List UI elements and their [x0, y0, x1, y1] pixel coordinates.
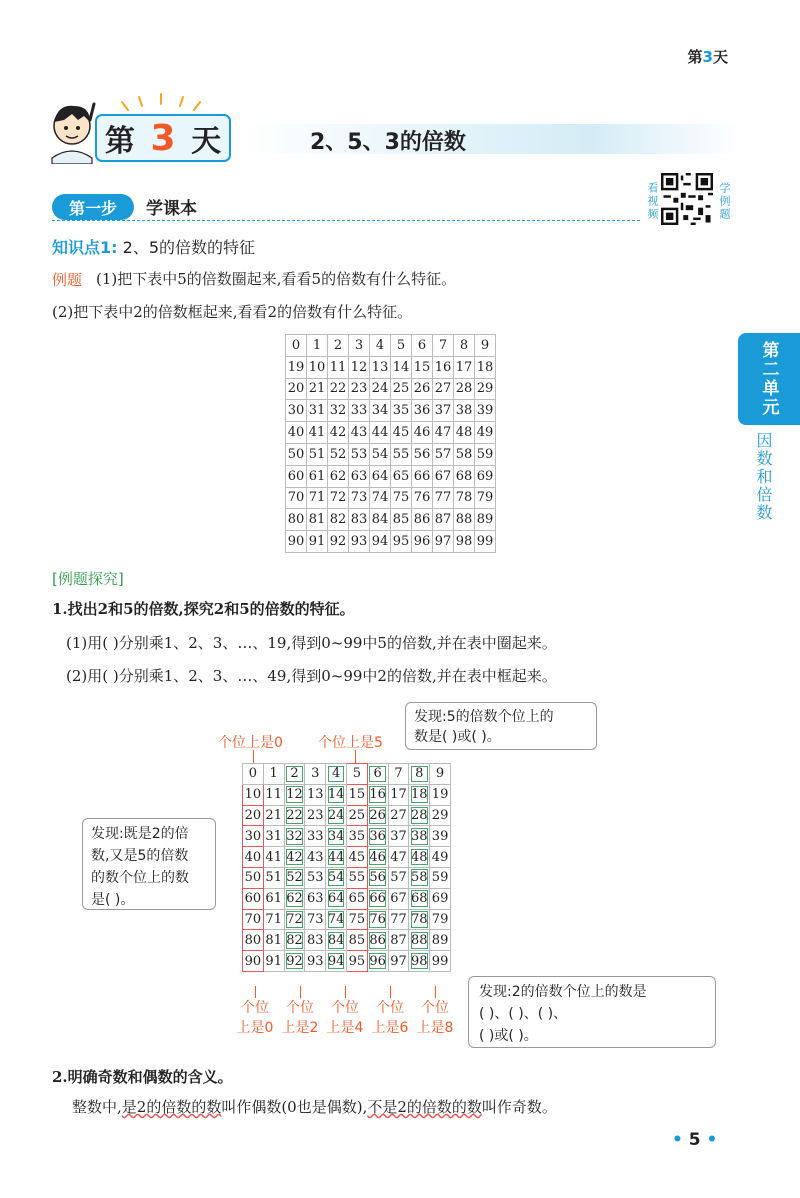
- grid-row: [286, 509, 496, 531]
- grid-cell: 86: [367, 930, 388, 951]
- grid-cell: 69: [430, 888, 451, 909]
- grid-cell: 41: [263, 847, 284, 868]
- ones-digit-label: [322, 986, 368, 1038]
- grid-cell: 27: [388, 805, 409, 826]
- example-tag: 例题: [52, 271, 83, 289]
- grid-cell: 11: [263, 784, 284, 805]
- ones-digit-label: [232, 986, 278, 1038]
- grid-cell: 57: [433, 443, 454, 465]
- grid-cell: 23: [305, 805, 326, 826]
- grid-cell: 90: [243, 951, 264, 972]
- explore-heading: [例题探究]: [52, 570, 124, 588]
- finding-box-multiples-of-5: [405, 702, 597, 750]
- grid-cell: 40: [243, 847, 264, 868]
- grid-cell: 85: [391, 509, 412, 531]
- grid-cell: 67: [388, 888, 409, 909]
- grid-cell: 41: [307, 422, 328, 444]
- grid-cell: 21: [263, 805, 284, 826]
- grid-row: [243, 930, 451, 951]
- sun-rays-icon: [118, 92, 204, 112]
- grid-cell: 79: [430, 909, 451, 930]
- grid-cell: 51: [307, 443, 328, 465]
- grid-cell: 19: [430, 784, 451, 805]
- grid-cell: 64: [370, 465, 391, 487]
- grid-cell: 13: [370, 356, 391, 378]
- arrow-down-icon: [345, 986, 346, 998]
- grid-cell: 29: [430, 805, 451, 826]
- question-2-title: 2.明确奇数和偶数的含义。: [52, 1068, 233, 1086]
- grid-cell: 87: [388, 930, 409, 951]
- arrow-down-icon: [390, 986, 391, 998]
- unit-subject: 因数和倍数: [754, 432, 773, 522]
- grid-cell: 63: [305, 888, 326, 909]
- grid-cell: 56: [367, 867, 388, 888]
- grid-cell: 14: [391, 356, 412, 378]
- grid-cell: 38: [454, 400, 475, 422]
- arrow-down-icon: [435, 986, 436, 998]
- grid-cell: 25: [391, 378, 412, 400]
- grid-cell: 24: [370, 378, 391, 400]
- grid-cell: 28: [409, 805, 430, 826]
- grid-cell: 93: [305, 951, 326, 972]
- question-2-definition: 整数中,是2的倍数的数叫作偶数(0也是偶数),不是2的倍数的数叫作奇数。: [72, 1098, 557, 1116]
- grid-cell: 45: [346, 847, 367, 868]
- grid-row: [286, 400, 496, 422]
- grid-cell: 75: [391, 487, 412, 509]
- grid-cell: 38: [409, 826, 430, 847]
- grid-row: [286, 335, 496, 357]
- grid-cell: 2: [328, 335, 349, 357]
- grid-cell: 6: [412, 335, 433, 357]
- grid-cell: 68: [409, 888, 430, 909]
- grid-cell: 48: [409, 847, 430, 868]
- grid-cell: 5: [346, 764, 367, 785]
- step-pill: 第一步: [52, 194, 134, 220]
- step-label: 学课本: [146, 199, 197, 219]
- grid-cell: 16: [433, 356, 454, 378]
- ones-digit-label: [412, 986, 458, 1038]
- grid-cell: 40: [286, 422, 307, 444]
- grid-cell: 95: [391, 531, 412, 553]
- grid-cell: 31: [263, 826, 284, 847]
- finding-box-multiples-of-2: [468, 976, 716, 1048]
- page-number: • 5 •: [672, 1130, 718, 1150]
- grid-cell: 69: [475, 465, 496, 487]
- question-1-title: 1.找出2和5的倍数,探究2和5的倍数的特征。: [52, 600, 355, 618]
- grid-cell: 4: [370, 335, 391, 357]
- grid-cell: 66: [367, 888, 388, 909]
- label-bottom: 上是4: [326, 1020, 364, 1036]
- grid-cell: 70: [243, 909, 264, 930]
- grid-cell: 76: [412, 487, 433, 509]
- grid-cell: 8: [409, 764, 430, 785]
- finding-line: 发现:2的倍数个位上的数是: [479, 984, 647, 1000]
- grid-cell: 16: [367, 784, 388, 805]
- grid-row: [286, 356, 496, 378]
- label-top: 个位: [376, 1000, 404, 1016]
- grid-cell: 91: [263, 951, 284, 972]
- grid-cell: 74: [326, 909, 347, 930]
- grid-row: [243, 909, 451, 930]
- qr-code-icon[interactable]: [661, 173, 713, 225]
- grid-cell: 33: [305, 826, 326, 847]
- grid-cell: 93: [349, 531, 370, 553]
- grid-cell: 0: [286, 335, 307, 357]
- arrow-down-icon: [300, 986, 301, 998]
- grid-cell: 52: [284, 867, 305, 888]
- grid-cell: 73: [349, 487, 370, 509]
- grid-cell: 92: [284, 951, 305, 972]
- grid-row: [286, 531, 496, 553]
- mascot-boy-icon: [44, 100, 100, 164]
- step-divider: [52, 220, 640, 221]
- grid-cell: 1: [263, 764, 284, 785]
- finding-line: 数,又是5的倍数: [91, 848, 189, 864]
- grid-row: [286, 443, 496, 465]
- grid-cell: 39: [430, 826, 451, 847]
- ones-digit-labels: [232, 986, 462, 1036]
- grid-cell: 77: [388, 909, 409, 930]
- grid-cell: 53: [305, 867, 326, 888]
- grid-cell: 98: [409, 951, 430, 972]
- grid-cell: 32: [284, 826, 305, 847]
- grid-cell: 39: [475, 400, 496, 422]
- grid-cell: 81: [263, 930, 284, 951]
- grid-cell: 30: [286, 400, 307, 422]
- grid-cell: 60: [243, 888, 264, 909]
- lesson-title: 2、5、3的倍数: [310, 130, 466, 155]
- grid-cell: 66: [412, 465, 433, 487]
- grid-cell: 36: [367, 826, 388, 847]
- grid-cell: 26: [412, 378, 433, 400]
- grid-cell: 3: [349, 335, 370, 357]
- grid-cell: 79: [475, 487, 496, 509]
- grid-row: [243, 764, 451, 785]
- grid-cell: 56: [412, 443, 433, 465]
- grid-row: [243, 888, 451, 909]
- grid-row: [286, 487, 496, 509]
- grid-cell: 77: [433, 487, 454, 509]
- grid-cell: 65: [346, 888, 367, 909]
- example-line-2: (2)把下表中2的倍数框起来,看看2的倍数有什么特征。: [52, 303, 413, 321]
- grid-cell: 96: [412, 531, 433, 553]
- grid-cell: 76: [367, 909, 388, 930]
- grid-cell: 64: [326, 888, 347, 909]
- grid-cell: 90: [286, 531, 307, 553]
- grid-cell: 4: [326, 764, 347, 785]
- grid-cell: 9: [475, 335, 496, 357]
- grid-row: [243, 847, 451, 868]
- grid-cell: 43: [305, 847, 326, 868]
- grid-cell: 1: [307, 335, 328, 357]
- grid-cell: 54: [370, 443, 391, 465]
- finding-line: 的数个位上的数: [91, 870, 189, 886]
- label-bottom: 上是6: [371, 1020, 409, 1036]
- grid-cell: 91: [307, 531, 328, 553]
- grid-cell: 99: [475, 531, 496, 553]
- grid-cell: 78: [409, 909, 430, 930]
- grid-cell: 95: [346, 951, 367, 972]
- ones-digit-label: [277, 986, 323, 1038]
- grid-cell: 48: [454, 422, 475, 444]
- grid-row: [243, 826, 451, 847]
- grid-cell: 10: [307, 356, 328, 378]
- grid-cell: 58: [454, 443, 475, 465]
- grid-cell: 75: [346, 909, 367, 930]
- grid-cell: 59: [475, 443, 496, 465]
- grid-cell: 63: [349, 465, 370, 487]
- grid-cell: 0: [243, 764, 264, 785]
- grid-cell: 68: [454, 465, 475, 487]
- grid-cell: 98: [454, 531, 475, 553]
- grid-cell: 89: [430, 930, 451, 951]
- label-top: 个位: [241, 1000, 269, 1016]
- grid-cell: 58: [409, 867, 430, 888]
- grid-cell: 37: [388, 826, 409, 847]
- label-bottom: 上是8: [416, 1020, 454, 1036]
- grid-cell: 62: [328, 465, 349, 487]
- grid-cell: 17: [388, 784, 409, 805]
- grid-cell: 85: [346, 930, 367, 951]
- finding-box-multiples-of-2-and-5: [82, 818, 216, 910]
- grid-cell: 50: [286, 443, 307, 465]
- marked-number-grid: [242, 763, 451, 972]
- grid-cell: 13: [305, 784, 326, 805]
- label-top: 个位: [286, 1000, 314, 1016]
- grid-cell: 32: [328, 400, 349, 422]
- grid-cell: 47: [388, 847, 409, 868]
- grid-cell: 71: [263, 909, 284, 930]
- grid-cell: 49: [475, 422, 496, 444]
- grid-cell: 83: [349, 509, 370, 531]
- qr-caption-right: 学例题: [718, 182, 731, 221]
- grid-row: [286, 465, 496, 487]
- grid-cell: 53: [349, 443, 370, 465]
- grid-cell: 2: [284, 764, 305, 785]
- grid-cell: 60: [286, 465, 307, 487]
- label-top: 个位: [421, 1000, 449, 1016]
- grid-cell: 8: [454, 335, 475, 357]
- grid-cell: 72: [328, 487, 349, 509]
- grid-cell: 49: [430, 847, 451, 868]
- header-day: 第3天: [687, 48, 728, 66]
- grid-cell: 19: [286, 356, 307, 378]
- grid-cell: 27: [433, 378, 454, 400]
- grid-cell: 30: [243, 826, 264, 847]
- grid-cell: 7: [388, 764, 409, 785]
- grid-cell: 83: [305, 930, 326, 951]
- day-badge: 第 3 天: [95, 114, 231, 162]
- grid-cell: 88: [454, 509, 475, 531]
- label-top: 个位: [331, 1000, 359, 1016]
- grid-cell: 29: [475, 378, 496, 400]
- grid-cell: 87: [433, 509, 454, 531]
- grid-cell: 94: [326, 951, 347, 972]
- grid-cell: 82: [284, 930, 305, 951]
- grid-cell: 67: [433, 465, 454, 487]
- grid-cell: 46: [367, 847, 388, 868]
- unit-side-tab[interactable]: 第二单元: [738, 333, 800, 425]
- grid-cell: 55: [346, 867, 367, 888]
- grid-cell: 73: [305, 909, 326, 930]
- question-1-part-a: (1)用( )分别乘1、2、3、…、19,得到0~99中5的倍数,并在表中圈起来。: [66, 634, 557, 652]
- grid-cell: 44: [326, 847, 347, 868]
- grid-cell: 47: [433, 422, 454, 444]
- grid-cell: 25: [346, 805, 367, 826]
- grid-cell: 24: [326, 805, 347, 826]
- grid-cell: 20: [243, 805, 264, 826]
- grid-cell: 70: [286, 487, 307, 509]
- grid-row: [243, 784, 451, 805]
- grid-row: [243, 867, 451, 888]
- grid-cell: 15: [346, 784, 367, 805]
- grid-cell: 11: [328, 356, 349, 378]
- grid-cell: 18: [409, 784, 430, 805]
- grid-cell: 81: [307, 509, 328, 531]
- grid-cell: 88: [409, 930, 430, 951]
- grid-cell: 80: [286, 509, 307, 531]
- arrow-up-icon: [253, 750, 254, 764]
- grid-cell: 21: [307, 378, 328, 400]
- grid-cell: 52: [328, 443, 349, 465]
- grid-cell: 96: [367, 951, 388, 972]
- grid-row: [243, 805, 451, 826]
- grid-cell: 34: [370, 400, 391, 422]
- arrow-up-icon: [355, 750, 356, 764]
- grid-cell: 6: [367, 764, 388, 785]
- grid-cell: 78: [454, 487, 475, 509]
- grid-cell: 10: [243, 784, 264, 805]
- knowledge-point: 知识点1: 2、5的倍数的特征: [52, 238, 255, 257]
- arrow-down-icon: [255, 986, 256, 998]
- grid-cell: 80: [243, 930, 264, 951]
- grid-cell: 23: [349, 378, 370, 400]
- pointer-label-ones-5: 个位上是5: [318, 735, 383, 751]
- pointer-label-ones-0: 个位上是0: [218, 735, 283, 751]
- grid-cell: 14: [326, 784, 347, 805]
- finding-line: 发现:5的倍数个位上的: [414, 709, 554, 725]
- grid-cell: 99: [430, 951, 451, 972]
- grid-cell: 36: [412, 400, 433, 422]
- grid-cell: 17: [454, 356, 475, 378]
- grid-cell: 43: [349, 422, 370, 444]
- grid-cell: 50: [243, 867, 264, 888]
- grid-cell: 84: [370, 509, 391, 531]
- grid-cell: 22: [328, 378, 349, 400]
- grid-cell: 86: [412, 509, 433, 531]
- grid-cell: 92: [328, 531, 349, 553]
- grid-cell: 97: [388, 951, 409, 972]
- grid-cell: 97: [433, 531, 454, 553]
- grid-cell: 34: [326, 826, 347, 847]
- grid-cell: 71: [307, 487, 328, 509]
- grid-cell: 61: [307, 465, 328, 487]
- grid-cell: 12: [349, 356, 370, 378]
- qr-caption-left: 看视频: [646, 182, 659, 221]
- grid-cell: 42: [328, 422, 349, 444]
- finding-line: 是( )。: [91, 892, 135, 908]
- grid-cell: 94: [370, 531, 391, 553]
- finding-line: 发现:既是2的倍: [91, 826, 189, 842]
- grid-cell: 26: [367, 805, 388, 826]
- finding-line: 数是( )或( )。: [414, 729, 501, 745]
- grid-cell: 18: [475, 356, 496, 378]
- grid-row: [286, 422, 496, 444]
- grid-cell: 74: [370, 487, 391, 509]
- grid-cell: 15: [412, 356, 433, 378]
- grid-cell: 9: [430, 764, 451, 785]
- question-1-part-b: (2)用( )分别乘1、2、3、…、49,得到0~99中2的倍数,并在表中框起来。: [66, 667, 557, 685]
- grid-cell: 54: [326, 867, 347, 888]
- grid-cell: 55: [391, 443, 412, 465]
- grid-cell: 42: [284, 847, 305, 868]
- grid-row: [243, 951, 451, 972]
- grid-cell: 33: [349, 400, 370, 422]
- grid-cell: 62: [284, 888, 305, 909]
- grid-cell: 37: [433, 400, 454, 422]
- grid-cell: 84: [326, 930, 347, 951]
- grid-cell: 45: [391, 422, 412, 444]
- grid-cell: 59: [430, 867, 451, 888]
- ones-digit-label: [367, 986, 413, 1038]
- grid-cell: 3: [305, 764, 326, 785]
- grid-cell: 51: [263, 867, 284, 888]
- grid-cell: 28: [454, 378, 475, 400]
- grid-cell: 65: [391, 465, 412, 487]
- example-line-1: (1)把下表中5的倍数圈起来,看看5的倍数有什么特征。: [96, 270, 457, 288]
- grid-cell: 7: [433, 335, 454, 357]
- grid-cell: 35: [391, 400, 412, 422]
- grid-cell: 22: [284, 805, 305, 826]
- grid-cell: 20: [286, 378, 307, 400]
- grid-cell: 5: [391, 335, 412, 357]
- grid-cell: 61: [263, 888, 284, 909]
- finding-line: ( )或( )。: [479, 1028, 538, 1044]
- grid-cell: 31: [307, 400, 328, 422]
- grid-cell: 12: [284, 784, 305, 805]
- finding-line: ( )、( )、( )、: [479, 1006, 568, 1022]
- grid-cell: 35: [346, 826, 367, 847]
- grid-cell: 82: [328, 509, 349, 531]
- label-bottom: 上是2: [281, 1020, 319, 1036]
- grid-cell: 46: [412, 422, 433, 444]
- grid-cell: 57: [388, 867, 409, 888]
- number-grid-0-99: [285, 334, 496, 553]
- grid-cell: 44: [370, 422, 391, 444]
- grid-cell: 89: [475, 509, 496, 531]
- grid-cell: 72: [284, 909, 305, 930]
- label-bottom: 上是0: [236, 1020, 274, 1036]
- grid-row: [286, 378, 496, 400]
